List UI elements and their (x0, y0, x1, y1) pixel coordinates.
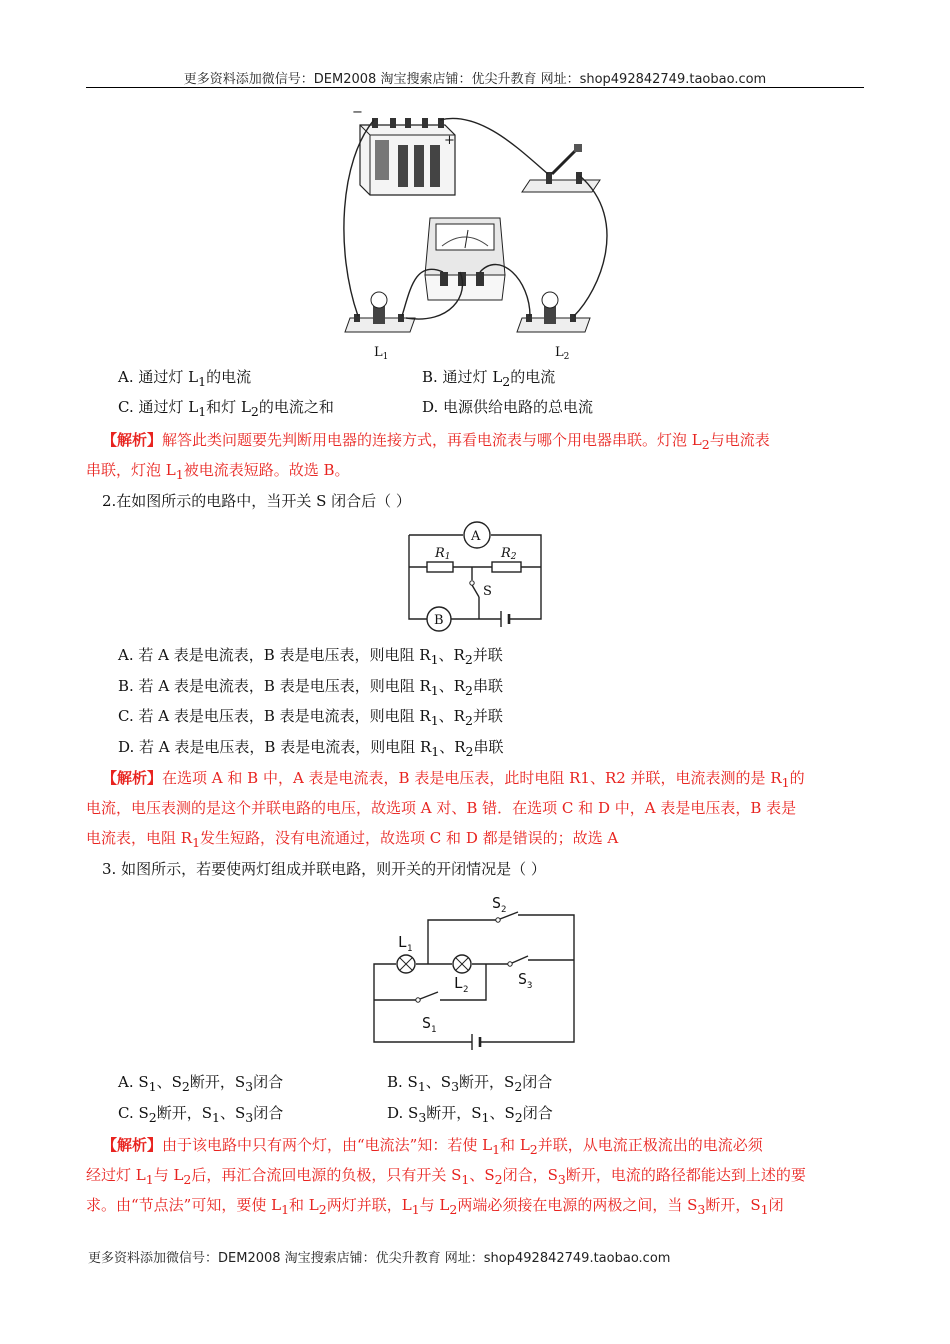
q2-option-c[interactable]: C. 若 A 表是电压表，B 表是电流表，则电阻 $R_1$、$R_2$并联 (118, 707, 503, 728)
switch-s-label: S (483, 584, 492, 599)
switch-s-icon (470, 567, 479, 619)
circuit-figure-2 (405, 517, 545, 637)
q1-option-a[interactable]: A. 通过灯 $L_1$的电流 (118, 368, 252, 389)
switch-s2-label: $S_2$ (492, 894, 507, 915)
q3-stem: 3. 如图所示，若要使两灯组成并联电路，则开关的开闭情况是（ ） (102, 860, 546, 878)
header-rule (86, 87, 864, 88)
q3-analysis-line-3: 求。由“节点法”可知，要使 $L_1$和 $L_2$两灯并联，$L_1$与 $L_2$两端必须接在电源的两极之间，当 $S_3$断开，$S_1$闭 (86, 1196, 784, 1217)
q1-option-b[interactable]: B. 通过灯 $L_2$的电流 (422, 368, 556, 389)
q3-option-a[interactable]: A. $S_1$、$S_2$断开，$S_3$闭合 (118, 1073, 284, 1094)
lamp-l2-icon (453, 955, 471, 973)
lamp-l1-icon (397, 955, 415, 973)
lamp-l1-label: $L_1$ (374, 345, 389, 362)
circuit-figure-3 (368, 892, 583, 1062)
q1-analysis-line-1: 【解析】解答此类问题要先判断用电器的连接方式，再看电流表与哪个用电器串联。灯泡 $L_2$与电流表 (102, 431, 770, 452)
battery-plus: + (444, 133, 455, 148)
circuit-figure-1 (330, 100, 620, 365)
q2-option-d[interactable]: D. 若 A 表是电压表，B 表是电流表，则电阻 $R_1$、$R_2$串联 (118, 738, 504, 759)
switch-s3-icon (508, 956, 528, 966)
q2-stem: 2.在如图所示的电路中，当开关 S 闭合后（ ） (102, 492, 411, 510)
page-footer: 更多资料添加微信号：DEM2008 淘宝搜索店铺：优尖升教育 网址：shop492842749.taobao.com (88, 1251, 671, 1266)
q2-analysis-line-1: 【解析】在选项 A 和 B 中，A 表是电流表，B 表是电压表，此时电阻 R1、R2 并联，电流表测的是 $R_1$的 (102, 769, 805, 790)
q3-option-b[interactable]: B. $S_1$、$S_3$断开，$S_2$闭合 (387, 1073, 553, 1094)
battery-icon (501, 611, 509, 627)
q3-option-c[interactable]: C. $S_2$断开，$S_1$、$S_3$闭合 (118, 1104, 284, 1125)
lamp-l2-label: $L_2$ (454, 974, 469, 995)
resistor-r2-icon (492, 562, 521, 572)
q2-option-a[interactable]: A. 若 A 表是电流表，B 表是电压表，则电阻 $R_1$、$R_2$并联 (118, 646, 503, 667)
switch-s3-label: $S_3$ (518, 970, 533, 991)
resistor-r2-label: R2 (501, 546, 517, 562)
q1-option-d[interactable]: D. 电源供给电路的总电流 (422, 398, 594, 416)
q1-analysis-line-2: 串联，灯泡 $L_1$被电流表短路。故选 B。 (86, 461, 350, 482)
switch-s1-icon (416, 992, 438, 1002)
meter-a-label: A (471, 529, 481, 544)
q2-analysis-line-2: 电流，电压表测的是这个并联电路的电压，故选项 A 对、B 错．在选项 C 和 D 中，A 表是电压表，B 表是 (86, 799, 797, 817)
q2-option-b[interactable]: B. 若 A 表是电流表，B 表是电压表，则电阻 $R_1$、$R_2$串联 (118, 677, 504, 698)
ammeter-icon (425, 218, 505, 300)
resistor-r1-label: R1 (435, 546, 451, 562)
meter-b-label: B (434, 613, 444, 628)
q1-option-c[interactable]: C. 通过灯 $L_1$和灯 $L_2$的电流之和 (118, 398, 334, 419)
switch-s1-label: $S_1$ (422, 1014, 437, 1035)
q2-analysis-line-3: 电流表，电阻 $R_1$发生短路，没有电流通过，故选项 C 和 D 都是错误的；故选 A (86, 829, 619, 850)
switch-s2-icon (496, 912, 518, 922)
resistor-r1-icon (427, 562, 453, 572)
lamp-l2-label: $L_2$ (555, 345, 570, 362)
battery-icon (472, 1034, 480, 1050)
q3-analysis-line-1: 【解析】由于该电路中只有两个灯，由“电流法”知：若使 $L_1$和 $L_2$并联，从电流正极流出的电流必须 (102, 1136, 763, 1157)
page-header: 更多资料添加微信号：DEM2008 淘宝搜索店铺：优尖升教育 网址：shop492842749.taobao.com (183, 72, 767, 87)
q3-analysis-line-2: 经过灯 $L_1$与 $L_2$后，再汇合流回电源的负极，只有开关 $S_1$、$S_2$闭合，$S_3$断开，电流的路径都能达到上述的要 (86, 1166, 806, 1187)
q3-option-d[interactable]: D. $S_3$断开，$S_1$、$S_2$闭合 (387, 1104, 553, 1125)
battery-minus: − (352, 105, 363, 120)
battery-icon (360, 118, 455, 195)
lamp-l1-icon (345, 292, 415, 332)
lamp-l1-label: $L_1$ (398, 933, 413, 954)
